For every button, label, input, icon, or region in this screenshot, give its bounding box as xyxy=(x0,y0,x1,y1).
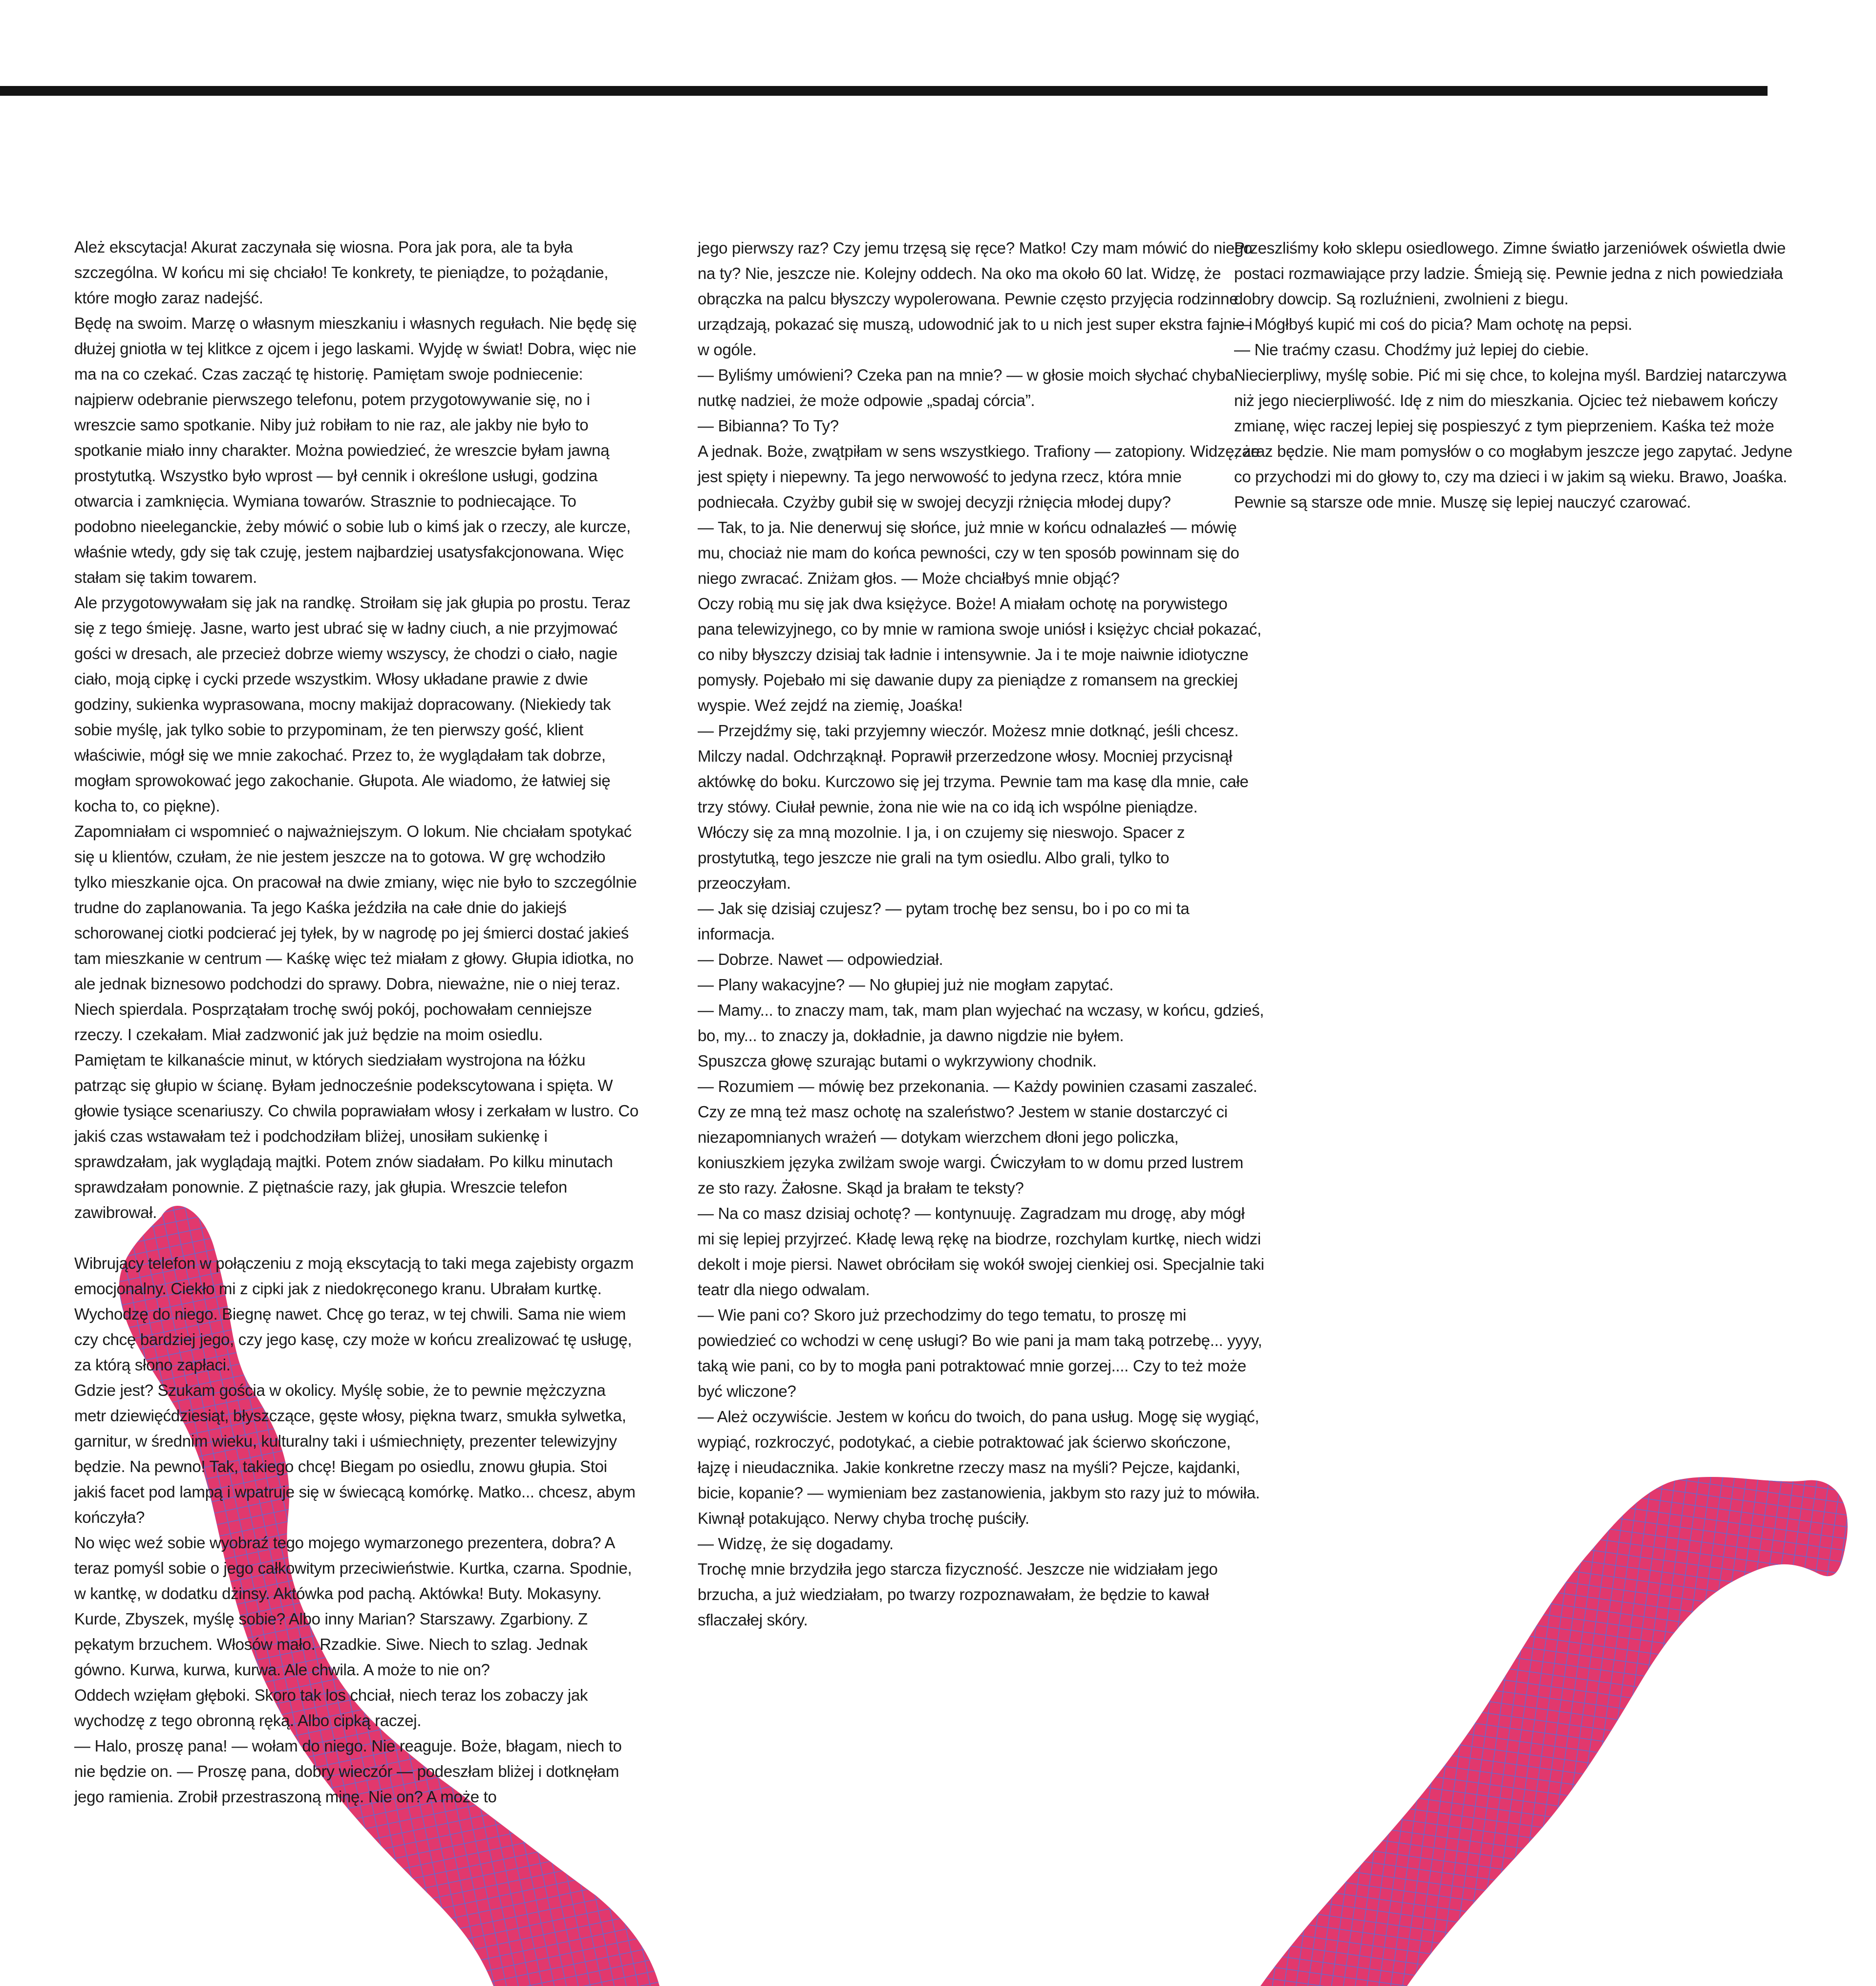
text-column-1 xyxy=(74,235,641,1810)
paragraph-gap xyxy=(74,1225,641,1251)
paragraph: Spuszcza głowę szurając butami o wykrzywiony chodnik. xyxy=(698,1052,1097,1070)
paragraph: — Halo, proszę pana! — wołam do niego. Nie reaguje. Boże, błagam, niech to nie będzie on. — Proszę pana, dobry wieczór — podeszłam bliżej i dotknęłam jego ramienia. Zrobił przestraszoną minę. Nie on? A może to xyxy=(74,1737,622,1806)
text-column-2 xyxy=(698,235,1264,1633)
paragraph: Niecierpliwy, myślę sobie. Pić mi się chce, to kolejna myśl. Bardziej natarczywa niż jego niecierpliwość. Idę z nim do mieszkania. Ojciec też niebawem kończy zmianę, więc raczej lepiej się pospieszyć z tym pieprzeniem. Kaśka też może zaraz będzie. Nie mam pomysłów o co mogłabym jeszcze jego zapytać. Jedyne co przychodzi mi do głowy to, czy ma dzieci i w jakim są wieku. Brawo, Joaśka. Pewnie są starsze ode mnie. Muszę się lepiej nauczyć czarować. xyxy=(1234,366,1792,511)
paragraph: jego pierwszy raz? Czy jemu trzęsą się ręce? Matko! Czy mam mówić do niego na ty? Nie, jeszcze nie. Kolejny oddech. Na oko ma około 60 lat. Widzę, że obrączka na palcu błyszczy wypolerowana. Pewnie często przyjęcia rodzinne urządzają, pokazać się muszą, udowodnić jak to u nich jest super ekstra fajnie i w ogóle. xyxy=(698,239,1253,359)
paragraph: — Rozumiem — mówię bez przekonania. — Każdy powinien czasami zaszaleć. Czy ze mną też masz ochotę na szaleństwo? Jestem w stanie dostarczyć ci niezapomnianych wrażeń — dotykam wierzchem dłoni jego policzka, koniuszkiem języka zwilżam swoje wargi. Ćwiczyłam to w domu przed lustrem ze sto razy. Żałosne. Skąd ja brałam te teksty? xyxy=(698,1077,1258,1197)
paragraph: Wibrujący telefon w połączeniu z moją ekscytacją to taki mega zajebisty orgazm emocjonalny. Ciekło mi z cipki jak z niedokręconego kranu. Ubrałam kurtkę. Wychodzę do niego. Biegnę nawet. Chcę go teraz, w tej chwili. Sama nie wiem czy chcę bardziej jego, czy jego kasę, czy może w końcu zrealizować tę usługę, za którą słono zapłaci. xyxy=(74,1254,634,1374)
paragraph: — Byliśmy umówieni? Czeka pan na mnie? — w głosie moich słychać chyba nutkę nadziei, że może odpowie „spadaj córcia”. xyxy=(698,366,1235,409)
paragraph: Włóczy się za mną mozolnie. I ja, i on czujemy się nieswojo. Spacer z prostytutką, tego jeszcze nie grali na tym osiedlu. Albo grali, tylko to przeoczyłam. xyxy=(698,823,1185,892)
paragraph: — Dobrze. Nawet — odpowiedział. xyxy=(698,950,943,968)
paragraph: Kiwnął potakująco. Nerwy chyba trochę puściły. xyxy=(698,1509,1029,1527)
paragraph: Przeszliśmy koło sklepu osiedlowego. Zimne światło jarzeniówek oświetla dwie postaci rozmawiające przy ladzie. Śmieją się. Pewnie jedna z nich powiedziała dobry dowcip. Są rozluźnieni, zwolnieni z biegu. xyxy=(1234,239,1786,308)
paragraph: Gdzie jest? Szukam gościa w okolicy. Myślę sobie, że to pewnie mężczyzna metr dziewięćdziesiąt, błyszczące, gęste włosy, piękna twarz, smukła sylwetka, garnitur, w średnim wieku, kulturalny taki i uśmiechnięty, prezenter telewizyjny będzie. Na pewno! Tak, takiego chcę! Biegam po osiedlu, znowu głupia. Stoi jakiś facet pod lampą i wpatruje się w świecącą komórkę. Matko... chcesz, abym kończyła? xyxy=(74,1381,636,1526)
paragraph: Milczy nadal. Odchrząknął. Poprawił przerzedzone włosy. Mocniej przycisnął aktówkę do boku. Kurczowo się jej trzyma. Pewnie tam ma kasę dla mnie, całe trzy stówy. Ciułał pewnie, żona nie wie na co idą ich wspólne pieniądze. xyxy=(698,747,1249,816)
paragraph: — Nie traćmy czasu. Chodźmy już lepiej do ciebie. xyxy=(1234,341,1589,359)
paragraph: Ale przygotowywałam się jak na randkę. Stroiłam się jak głupia po prostu. Teraz się z tego śmieję. Jasne, warto jest ubrać się w ładny ciuch, a nie przyjmować gości w dresach, ale przecież dobrze wiemy wszyscy, że chodzi o ciało, nagie ciało, moją cipkę i cycki przede wszystkim. Włosy układane prawie z dwie godziny, sukienka wyprasowana, mocny makijaż dopracowany. (Niekiedy tak sobie myślę, jak tylko sobie to przypominam, że ten pierwszy gość, klient właściwie, mógł się we mnie zakochać. Przez to, że wyglądałam tak dobrze, mogłam sprowokować jego zakochanie. Głupota. Ale wiadomo, że łatwiej się kocha to, co piękne). xyxy=(74,594,631,815)
text-column-3 xyxy=(1234,235,1801,515)
paragraph: — Mamy... to znaczy mam, tak, mam plan wyjechać na wczasy, w końcu, gdzieś, bo, my... to znaczy ja, dokładnie, ja dawno nigdzie nie byłem. xyxy=(698,1001,1264,1045)
paragraph: — Na co masz dzisiaj ochotę? — kontynuuję. Zagradzam mu drogę, aby mógł mi się lepiej przyjrzeć. Kładę lewą rękę na biodrze, rozchylam kurtkę, niech widzi dekolt i moje piersi. Nawet obróciłam się wokół swojej cienkiej osi. Specjalnie taki teatr dla niego odwalam. xyxy=(698,1204,1264,1299)
paragraph: A jednak. Boże, zwątpiłam w sens wszystkiego. Trafiony — zatopiony. Widzę, że jest spięty i niepewny. Ta jego nerwowość to jedyna rzecz, która mnie podniecała. Czyżby gubił się w swojej decyzji rżnięcia młodej dupy? xyxy=(698,442,1260,511)
paragraph: Ależ ekscytacja! Akurat zaczynała się wiosna. Pora jak pora, ale ta była szczególna. W końcu mi się chciało! Te konkrety, te pieniądze, to pożądanie, które mogło zaraz nadejść. xyxy=(74,238,609,307)
paragraph: No więc weź sobie wyobraź tego mojego wymarzonego prezentera, dobra? A teraz pomyśl sobie o jego całkowitym przeciwieństwie. Kurtka, czarna. Spodnie, w kantkę, w dodatku dżinsy. Aktówka pod pachą. Aktówka! Buty. Mokasyny. Kurde, Zbyszek, myślę sobie? Albo inny Marian? Starszawy. Zgarbiony. Z pękatym brzuchem. Włosów mało. Rzadkie. Siwe. Niech to szlag. Jednak gówno. Kurwa, kurwa, kurwa. Ale chwila. A może to nie on? xyxy=(74,1534,632,1679)
paragraph: — Przejdźmy się, taki przyjemny wieczór. Możesz mnie dotknąć, jeśli chcesz. xyxy=(698,722,1239,740)
paragraph: Oddech wzięłam głęboki. Skoro tak los chciał, niech teraz los zobaczy jak wychodzę z tego obronną ręką. Albo cipką raczej. xyxy=(74,1686,588,1730)
paragraph: — Ależ oczywiście. Jestem w końcu do twoich, do pana usług. Mogę się wygiąć, wypiąć, rozkroczyć, podotykać, a ciebie potraktować jak ścierwo skończone, łajzę i nieudacznika. Jakie konkretne rzeczy masz na myśli? Pejcze, kajdanki, bicie, kopanie? — wymieniam bez zastanowienia, jakbym sto razy już to mówiła. xyxy=(698,1408,1260,1502)
paragraph: — Widzę, że się dogadamy. xyxy=(698,1535,894,1553)
paragraph: Oczy robią mu się jak dwa księżyce. Boże! A miałam ochotę na porywistego pana telewizyjnego, co by mnie w ramiona swoje uniósł i księżyc chciał pokazać, co niby błyszczy dzisiaj tak ładnie i intensywnie. Ja i te moje naiwnie idiotyczne pomysły. Pojebało mi się dawanie dupy za pieniądze z romansem na greckiej wyspie. Weź zejdź na ziemię, Joaśka! xyxy=(698,595,1261,714)
paragraph: — Wie pani co? Skoro już przechodzimy do tego tematu, to proszę mi powiedzieć co wchodzi w cenę usługi? Bo wie pani ja mam taką potrzebę... yyyy, taką wie pani, co by to mogła pani potraktować mnie gorzej.... Czy to też może być wliczone? xyxy=(698,1306,1262,1400)
paragraph: Pamiętam te kilkanaście minut, w których siedziałam wystrojona na łóżku patrząc się głupio w ścianę. Byłam jednocześnie podekscytowana i spięta. W głowie tysiące scenariuszy. Co chwila poprawiałam włosy i zerkałam w lustro. Co jakiś czas wstawałam też i podchodziłam bliżej, unosiłam sukienkę i sprawdzałam, jak wyglądają majtki. Potem znów siadałam. Po kilku minutach sprawdzałam ponownie. Z piętnaście razy, jak głupia. Wreszcie telefon zawibrował. xyxy=(74,1051,639,1221)
paragraph: — Bibianna? To Ty? xyxy=(698,417,839,435)
paragraph: — Tak, to ja. Nie denerwuj się słońce, już mnie w końcu odnalazłeś — mówię mu, chociaż nie mam do końca pewności, czy w ten sposób powinnam się do niego zwracać. Zniżam głos. — Może chciałbyś mnie objąć? xyxy=(698,518,1239,587)
paragraph: Będę na swoim. Marzę o własnym mieszkaniu i własnych regułach. Nie będę się dłużej gniotła w tej klitkce z ojcem i jego laskami. Wyjdę w świat! Dobra, więc nie ma na co czekać. Czas zacząć tę historię. Pamiętam swoje podniecenie: najpierw odebranie pierwszego telefonu, potem przygotowywanie się, no i wreszcie samo spotkanie. Niby już robiłam to nie raz, ale jakby nie było to spotkanie miało inny charakter. Można powiedzieć, że wreszcie byłam jawną prostytutką. Wszystko było wprost — był cennik i określone usługi, godzina otwarcia i zamknięcia. Wymiana towarów. Strasznie to podniecające. To podobno nieeleganckie, żeby mówić o sobie lub o kimś jak o rzeczy, ale kurcze, właśnie wtedy, gdy się tak czuję, jestem najbardziej usatysfakcjonowana. Więc stałam się takim towarem. xyxy=(74,314,637,586)
paragraph: — Jak się dzisiaj czujesz? — pytam trochę bez sensu, bo i po co mi ta informacja. xyxy=(698,899,1190,943)
paragraph: — Mógłbyś kupić mi coś do picia? Mam ochotę na pepsi. xyxy=(1234,315,1632,333)
paragraph: Zapomniałam ci wspomnieć o najważniejszym. O lokum. Nie chciałam spotykać się u klientów, czułam, że nie jestem jeszcze na to gotowa. W grę wchodziło tylko mieszkanie ojca. On pracował na dwie zmiany, więc nie było to szczególnie trudne do zaplanowania. Ta jego Kaśka jeździła na całe dnie do jakiejś schorowanej ciotki podcierać jej tyłek, by w nagrodę po jej śmierci dostać jakieś tam mieszkanie w centrum — Kaśkę więc też miałam z głowy. Głupia idiotka, no ale jednak biznesowo podchodzi do sprawy. Dobra, nieważne, nie o niej teraz. Niech spierdala. Posprzątałam trochę swój pokój, pochowałam cenniejsze rzeczy. I czekałam. Miał zadzwonić jak już będzie na moim osiedlu. xyxy=(74,822,637,1044)
paragraph: Trochę mnie brzydziła jego starcza fizyczność. Jeszcze nie widziałam jego brzucha, a już wiedziałam, po twarzy rozpoznawałam, że będzie to kawał sflaczałej skóry. xyxy=(698,1560,1218,1629)
right-limb-shape xyxy=(1260,1477,1848,1986)
paragraph: — Plany wakacyjne? — No głupiej już nie mogłam zapytać. xyxy=(698,976,1114,994)
